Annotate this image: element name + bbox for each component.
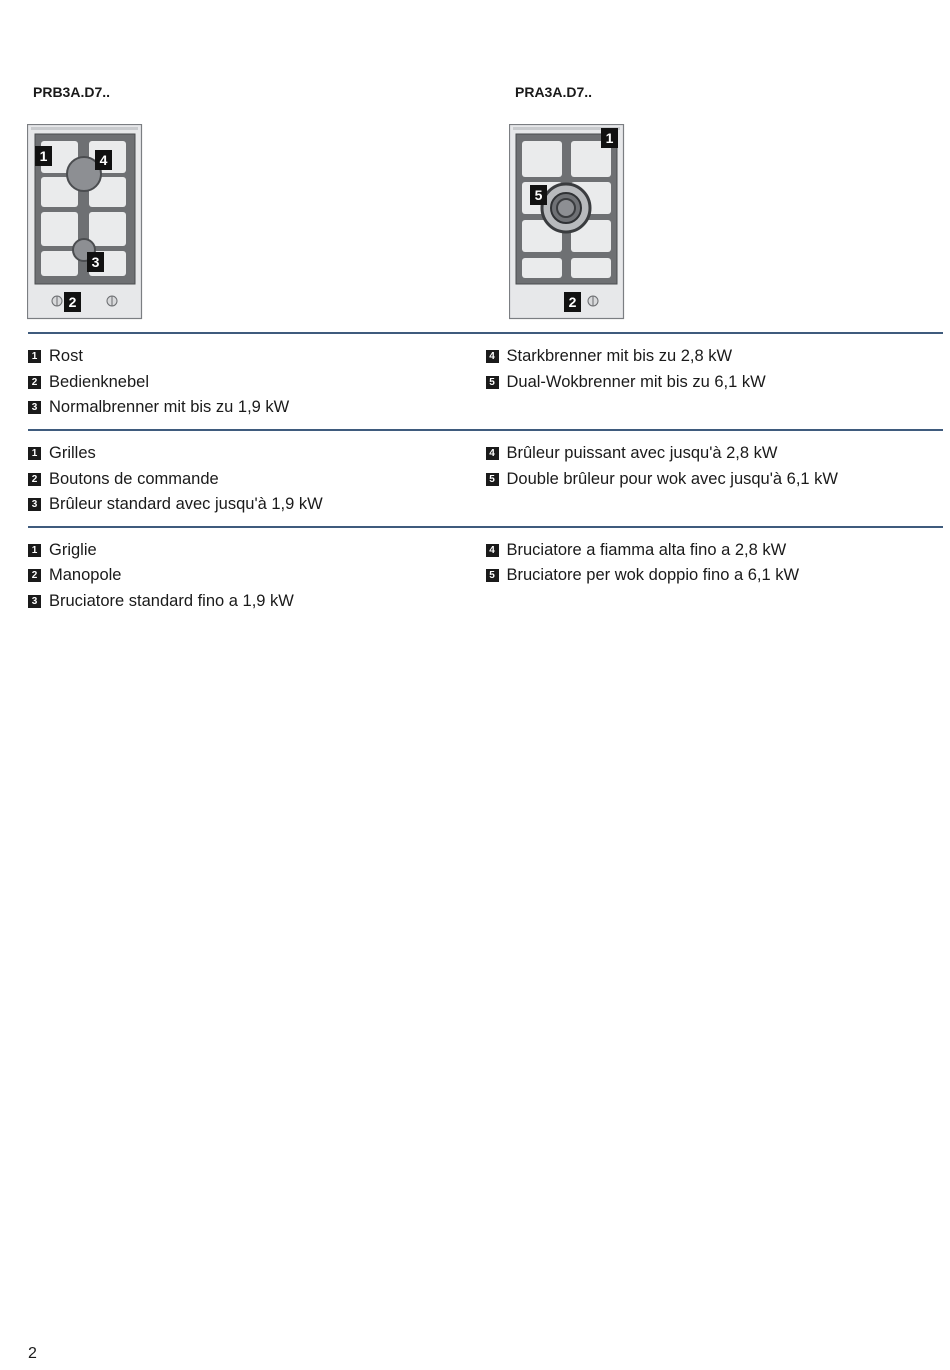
item-number: 4 <box>486 544 499 557</box>
legend-item <box>28 370 486 396</box>
item-number: 4 <box>486 447 499 460</box>
legend-item <box>486 370 944 396</box>
item-text: Bruciatore a fiamma alta fino a 2,8 kW <box>506 540 787 559</box>
legend-column-right <box>486 538 944 615</box>
item-text: Grilles <box>49 444 96 463</box>
legend-section-de <box>28 332 943 429</box>
item-number: 1 <box>28 544 41 557</box>
legend-item <box>28 492 486 518</box>
figure-label-2-left <box>64 292 81 312</box>
model-title-right: PRA3A.D7.. <box>515 84 593 100</box>
legend-item <box>28 589 486 615</box>
legend-item <box>28 344 486 370</box>
item-text: Boutons de commande <box>49 469 219 488</box>
item-number: 1 <box>28 447 41 460</box>
item-text: Dual-Wokbrenner mit bis zu 6,1 kW <box>506 372 766 391</box>
legend-item <box>486 466 944 492</box>
legend-section-fr <box>28 429 943 526</box>
svg-text:1: 1 <box>605 130 614 146</box>
item-text: Brûleur puissant avec jusqu'à 2,8 kW <box>506 444 778 463</box>
figure-label-1-left <box>35 146 52 166</box>
figure-label-1-right <box>601 128 618 148</box>
item-text: Griglie <box>49 540 97 559</box>
item-number: 2 <box>28 376 41 389</box>
legend-section-it <box>28 526 943 623</box>
figure-label-3-left <box>87 252 104 272</box>
svg-text:2: 2 <box>68 294 77 310</box>
item-text: Manopole <box>49 566 122 585</box>
item-number: 5 <box>486 376 499 389</box>
cooktop-figure-right <box>509 124 627 322</box>
model-title-left: PRB3A.D7.. <box>33 84 111 100</box>
item-number: 2 <box>28 569 41 582</box>
svg-text:4: 4 <box>99 152 108 168</box>
legend-item <box>28 395 486 421</box>
svg-text:2: 2 <box>568 294 577 310</box>
legend-column-left <box>28 538 486 615</box>
legend-column-left <box>28 441 486 518</box>
legend-column-right <box>486 344 944 421</box>
svg-text:3: 3 <box>91 254 100 270</box>
item-number: 5 <box>486 473 499 486</box>
item-number: 3 <box>28 595 41 608</box>
legend-column-left <box>28 344 486 421</box>
item-text: Bruciatore per wok doppio fino a 6,1 kW <box>506 566 800 585</box>
svg-text:5: 5 <box>534 187 543 203</box>
legend-item <box>28 466 486 492</box>
figure-label-5-right <box>530 185 547 205</box>
item-text: Bedienknebel <box>49 372 149 391</box>
item-text: Rost <box>49 347 83 366</box>
item-number: 5 <box>486 569 499 582</box>
legend-item <box>28 563 486 589</box>
item-number: 3 <box>28 498 41 511</box>
item-text: Brûleur standard avec jusqu'à 1,9 kW <box>49 495 323 514</box>
legend-item <box>486 441 944 467</box>
item-text: Double brûleur pour wok avec jusqu'à 6,1 kW <box>506 469 838 488</box>
legend-item <box>28 538 486 564</box>
wok-burner-right <box>542 184 590 232</box>
legend-item <box>486 344 944 370</box>
item-number: 4 <box>486 350 499 363</box>
item-text: Starkbrenner mit bis zu 2,8 kW <box>506 347 733 366</box>
page-number: 2 <box>28 1345 37 1362</box>
figure-label-2-right <box>564 292 581 312</box>
legend-item <box>28 441 486 467</box>
figure-label-4-left <box>95 150 112 170</box>
item-number: 1 <box>28 350 41 363</box>
cooktop-figure-left <box>27 124 145 322</box>
svg-text:1: 1 <box>39 148 48 164</box>
legend-sections <box>28 332 943 622</box>
item-number: 3 <box>28 401 41 414</box>
item-number: 2 <box>28 473 41 486</box>
item-text: Bruciatore standard fino a 1,9 kW <box>49 592 294 611</box>
legend-item <box>486 538 944 564</box>
legend-item <box>486 563 944 589</box>
item-text: Normalbrenner mit bis zu 1,9 kW <box>49 398 290 417</box>
legend-column-right <box>486 441 944 518</box>
